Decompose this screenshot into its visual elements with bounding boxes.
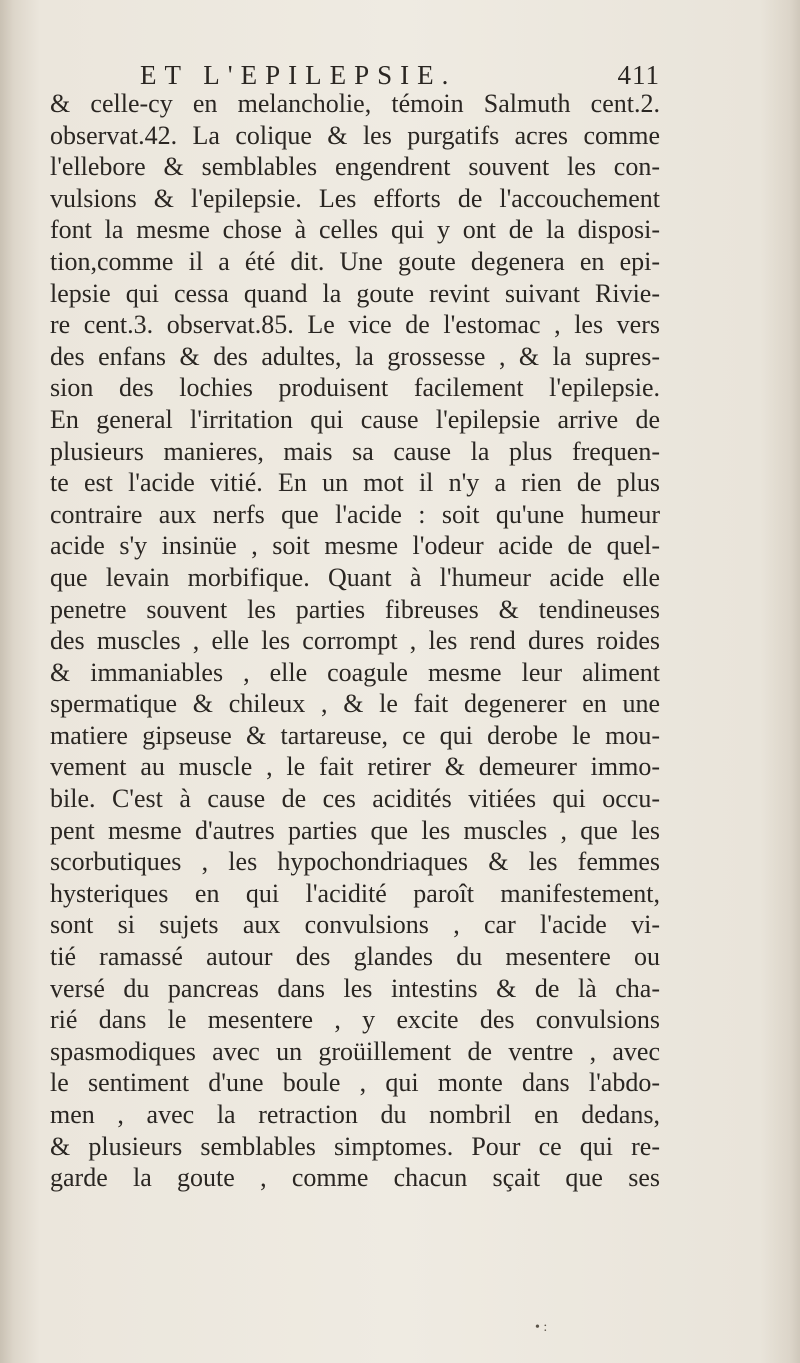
text-line: re cent.3. observat.85. Le vice de l'estomac , les vers — [50, 310, 660, 340]
page-number: 411 — [617, 60, 660, 90]
text-line: que levain morbifique. Quant à l'humeur acide elle — [50, 562, 660, 592]
text-line: des muscles , elle les corrompt , les rend dures roides — [50, 626, 660, 656]
ink-specks: • : — [535, 1320, 548, 1335]
text-line: tion,comme il a été dit. Une goute degenera en epi- — [50, 246, 660, 276]
body-text — [50, 88, 660, 1194]
text-line: tié ramassé autour des glandes du mesentere ou — [50, 942, 660, 972]
text-line: spasmodiques avec un groüillement de ventre , avec — [50, 1036, 660, 1066]
text-line: scorbutiques , les hypochondriaques & les femmes — [50, 847, 660, 877]
text-line: plusieurs manieres, mais sa cause la plus frequen- — [50, 436, 660, 466]
text-line: sont si sujets aux convulsions , car l'acide vi- — [50, 910, 660, 940]
text-line: rié dans le mesentere , y excite des convulsions — [50, 1005, 660, 1035]
text-line: & immaniables , elle coagule mesme leur aliment — [50, 657, 660, 687]
text-line: bile. C'est à cause de ces acidités vitiées qui occu- — [50, 784, 660, 814]
text-line: En general l'irritation qui cause l'epilepsie arrive de — [50, 404, 660, 434]
text-line: pent mesme d'autres parties que les muscles , que les — [50, 815, 660, 845]
text-line: te est l'acide vitié. En un mot il n'y a rien de plus — [50, 468, 660, 498]
text-line: vement au muscle , le fait retirer & demeurer immo- — [50, 752, 660, 782]
text-line: observat.42. La colique & les purgatifs acres comme — [50, 120, 660, 150]
text-line: vulsions & l'epilepsie. Les efforts de l'accouchement — [50, 183, 660, 213]
text-line: & celle-cy en melancholie, témoin Salmuth cent.2. — [50, 89, 660, 118]
text-line: hysteriques en qui l'acidité paroît manifestement, — [50, 878, 660, 908]
text-line: versé du pancreas dans les intestins & de là cha- — [50, 973, 660, 1003]
running-title: ET L'EPILEPSIE. — [140, 60, 457, 90]
text-line: sion des lochies produisent facilement l'epilepsie. — [50, 373, 660, 403]
text-line: contraire aux nerfs que l'acide : soit qu'une humeur — [50, 499, 660, 529]
text-line: des enfans & des adultes, la grossesse , & la supres- — [50, 341, 660, 371]
text-line: le sentiment d'une boule , qui monte dans l'abdo- — [50, 1068, 660, 1098]
text-line: l'ellebore & semblables engendrent souvent les con- — [50, 152, 660, 182]
text-line: & plusieurs semblables simptomes. Pour ce qui re- — [50, 1131, 660, 1161]
text-line: garde la goute , comme chacun sçait que ses — [50, 1163, 660, 1193]
text-line: matiere gipseuse & tartareuse, ce qui derobe le mou- — [50, 720, 660, 750]
text-line: acide s'y insinüe , soit mesme l'odeur acide de quel- — [50, 531, 660, 561]
text-line: font la mesme chose à celles qui y ont de la disposi- — [50, 215, 660, 245]
text-line: spermatique & chileux , & le fait degenerer en une — [50, 689, 660, 719]
text-line: men , avec la retraction du nombril en dedans, — [50, 1100, 660, 1129]
text-line: penetre souvent les parties fibreuses & tendineuses — [50, 594, 660, 624]
text-line: lepsie qui cessa quand la goute revint suivant Rivie- — [50, 278, 660, 308]
